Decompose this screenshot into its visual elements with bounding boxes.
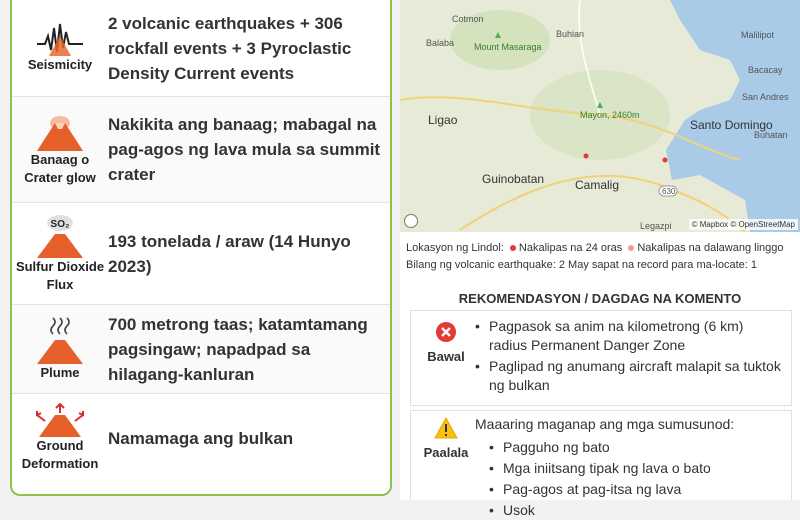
map-label: Cotmon [452, 14, 484, 24]
param-row-deformation [12, 394, 390, 482]
param-row-seismicity [12, 0, 390, 97]
map-label: Bacacay [748, 65, 783, 75]
plume-volcano-icon [33, 316, 87, 364]
paalala-box [410, 410, 792, 518]
param-label: Banaag o Crater glow [24, 151, 96, 185]
so2-badge: SO₂ [50, 218, 70, 230]
list-item: • Mga iniitsang tipak ng lava o bato [475, 459, 785, 478]
older-dot-icon [628, 245, 634, 251]
list-item: • Pagpasok sa anim na kilometrong (6 km) radius Permanent Danger Zone [475, 317, 785, 355]
param-row-plume [12, 305, 390, 394]
bawal-list [475, 317, 785, 399]
param-value: 700 metrong taas; katamtamang pagsingaw; napadpad sa hilagang-kanluran [108, 314, 368, 384]
crater-glow-icon [33, 113, 87, 151]
prohibited-icon [435, 321, 457, 343]
ground-deformation-icon [33, 403, 87, 437]
map-label: Legazpi [640, 221, 672, 231]
warning-icon [434, 417, 458, 439]
param-value: 2 volcanic earthquakes + 306 rockfall events + 3 Pyroclastic Density Current events [108, 13, 352, 83]
map-label: Buhatan [754, 130, 788, 140]
map-label: Malilipot [741, 30, 775, 40]
map-label: Balaba [426, 38, 455, 48]
legend-recent: Nakalipas na 24 oras [518, 242, 623, 254]
param-value: Namamaga ang bulkan [108, 428, 294, 448]
list-item: • Pagguho ng bato [475, 438, 785, 457]
map-label: San Andres [742, 92, 789, 102]
map-label: Santo Domingo [690, 118, 773, 132]
map-label: Buhian [556, 29, 585, 39]
info-panel [400, 0, 800, 518]
param-row-so2 [12, 203, 390, 305]
recent-dot-icon [510, 245, 516, 251]
map-label: Ligao [428, 113, 458, 127]
earthquake-count: Bilang ng volcanic earthquake: 2 May sapat na record para ma-locate: 1 [406, 259, 757, 271]
mapbox-logo-icon[interactable] [404, 214, 418, 228]
param-row-crater-glow [12, 97, 390, 203]
parameters-panel [10, 0, 392, 496]
list-item: • Usok [475, 501, 785, 520]
param-label: Seismicity [27, 57, 93, 72]
list-item: • Paglipad ng anumang aircraft malapit sa tuktok ng bulkan [475, 357, 785, 395]
paalala-intro: Maaaring maganap ang mga sumusunod: [475, 416, 735, 432]
earthquake-map[interactable] [400, 0, 800, 232]
map-label: Mayon, 2460m [580, 110, 640, 120]
map-label: Camalig [575, 178, 620, 192]
param-label: Sulfur Dioxide Flux [15, 258, 105, 292]
map-legend [406, 240, 784, 274]
param-value: Nakikita ang banaag; mabagal na pag-agos ng lava mula sa summit crater [108, 115, 381, 184]
road-shield: 630 [662, 187, 676, 196]
seismograph-icon [37, 22, 83, 56]
bawal-box [410, 310, 792, 406]
bawal-label: Bawal [427, 349, 465, 364]
so2-volcano-icon [33, 214, 87, 258]
recommendations-title: REKOMENDASYON / DAGDAG NA KOMENTO [458, 291, 742, 306]
legend-prefix: Lokasyon ng Lindol: [406, 242, 504, 254]
map-attribution[interactable]: © Mapbox © OpenStreetMap [689, 219, 798, 230]
paalala-list [475, 438, 785, 520]
param-value: 193 tonelada / araw (14 Hunyo 2023) [108, 231, 351, 276]
quake-marker [584, 154, 589, 159]
quake-marker [663, 158, 668, 163]
param-label: Plume [40, 365, 80, 380]
map-label: Guinobatan [482, 172, 545, 186]
list-item: • Pag-agos at pag-itsa ng lava [475, 480, 785, 499]
paalala-label: Paalala [423, 445, 469, 460]
map-label: Mount Masaraga [474, 42, 542, 52]
legend-older: Nakalipas na dalawang linggo [637, 242, 784, 254]
param-label: Ground Deformation [21, 438, 99, 471]
